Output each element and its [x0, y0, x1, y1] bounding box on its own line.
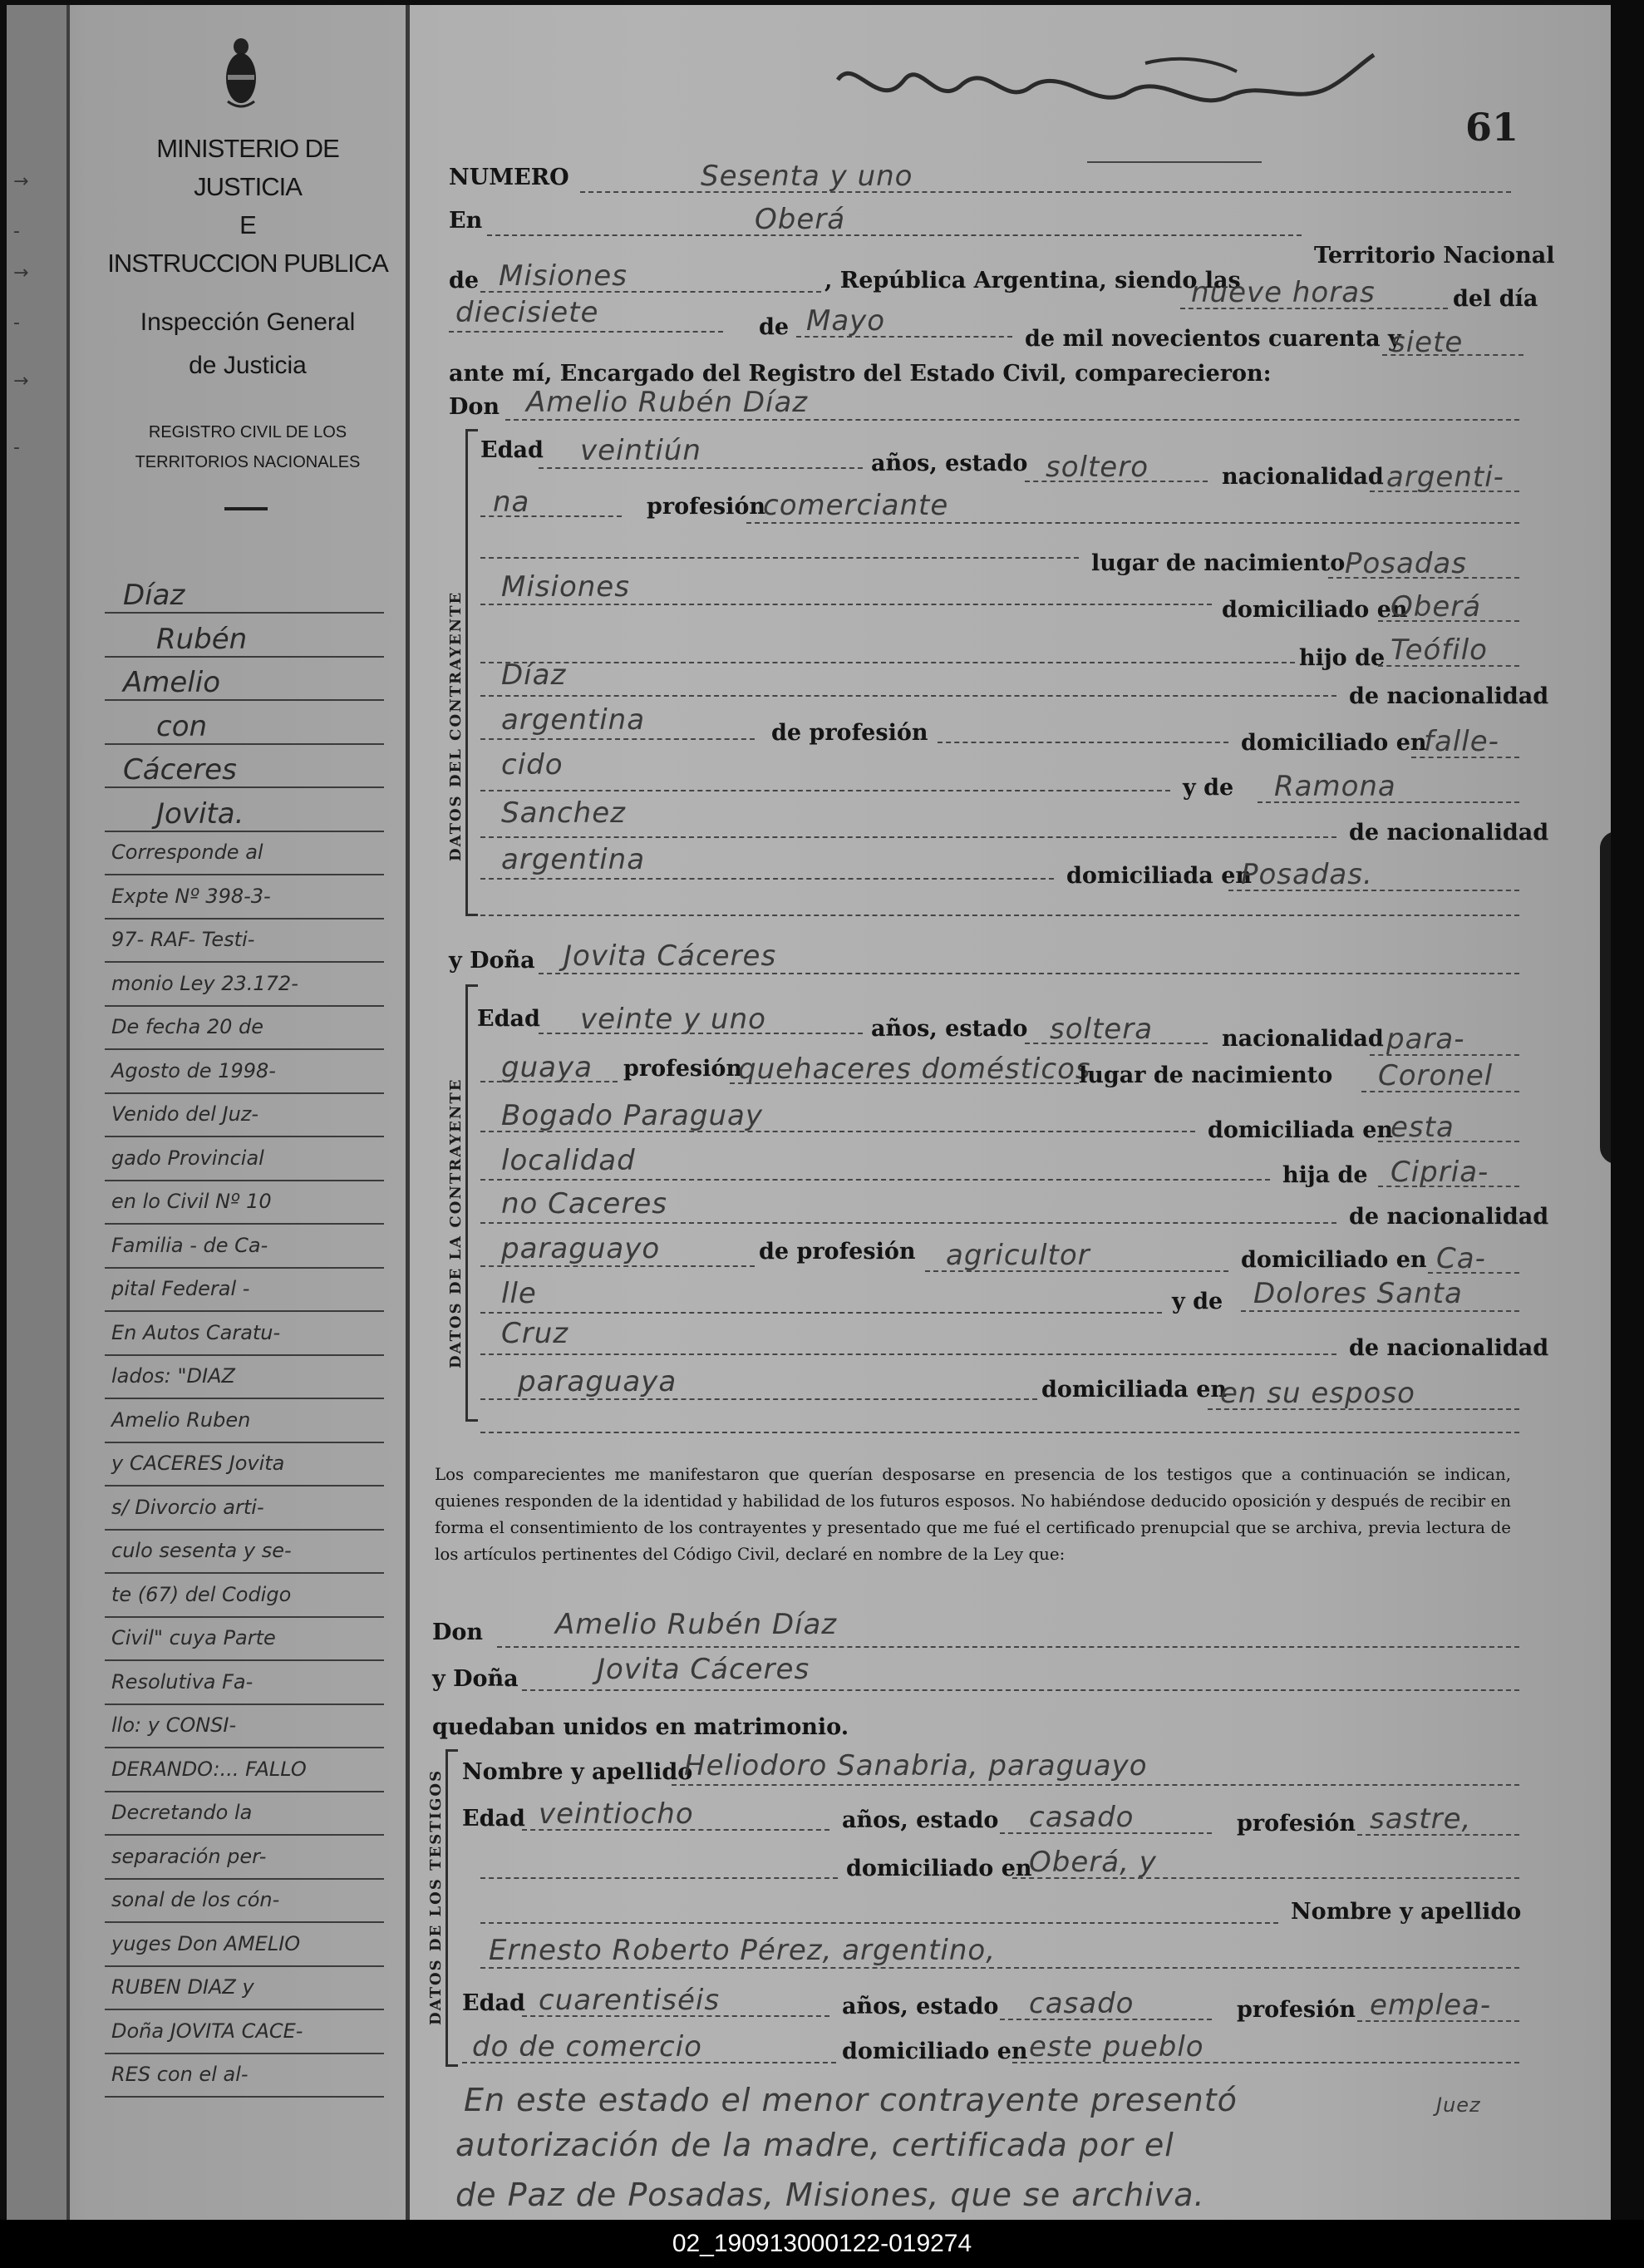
margin-note-line: llo: y CONSI-: [111, 1713, 237, 1737]
ministry-header: MINISTERIO DE JUSTICIA E INSTRUCCION PUBLICA: [107, 134, 388, 278]
previous-page-edge: → - → - → -: [7, 5, 70, 2220]
margin-note-line: te (67) del Codigo: [111, 1582, 292, 1606]
margin-note-line: yuges Don AMELIO: [111, 1931, 301, 1955]
contrayente-madre: Ramona: [1274, 770, 1396, 803]
numero-value: Sesenta y uno: [701, 160, 913, 193]
de2-label: de: [759, 314, 790, 340]
margin-note-line: gado Provincial: [111, 1146, 264, 1170]
margin-note-line: Agosto de 1998-: [111, 1058, 276, 1082]
closing-aside: Juez: [1436, 2093, 1481, 2117]
testigo2-edad: cuarentiséis: [539, 1984, 721, 2017]
margin-note-line: y CACERES Jovita: [111, 1452, 285, 1475]
contrayente-nacionalidad: argenti-: [1386, 461, 1504, 494]
en-value: Oberá: [755, 203, 846, 236]
registry-header: REGISTRO CIVIL DE LOS TERRITORIOS NACIONALES: [135, 423, 361, 471]
testigos-section-label: DATOS DE LOS TESTIGOS: [427, 1768, 445, 2025]
territorio-label: Territorio Nacional: [1314, 243, 1555, 269]
anio-value: siete: [1391, 326, 1464, 359]
mes-value: Mayo: [806, 304, 886, 338]
closing-line-1: En este estado el menor contrayente presentó: [464, 2082, 1238, 2118]
register-page: [7, 5, 1611, 2220]
dona-value: Jovita Cáceres: [564, 939, 777, 973]
de-value: Misiones: [499, 259, 628, 293]
margin-note-line: separación per-: [111, 1844, 267, 1868]
margin-note-line: Resolutiva Fa-: [111, 1669, 253, 1694]
testigo2-nombre: Ernesto Roberto Pérez, argentino,: [489, 1934, 997, 1967]
declaration-paragraph: Los comparecientes me manifestaron que querían desposarse en presencia de los testigos que a continuación se indican, quienes responden de la identidad y habilidad de los futuros esposos. No habiéndose deducido oposición y después de recibir en forma el consentimiento de los contrayentes y presentado que me fué el certificado prenupcial que se archiva, previa lectura de los artículos pertinentes del Código Civil, declaré en nombre de la Ley que:: [435, 1465, 1511, 1564]
page-shadow: [1611, 0, 1644, 2268]
don-label: Don: [449, 394, 500, 420]
margin-note-line: Díaz: [123, 579, 185, 612]
quedaban-text: quedaban unidos en matrimonio.: [432, 1714, 849, 1740]
page-number: 61: [1465, 105, 1519, 150]
margin-note-line: Rubén: [156, 622, 248, 656]
mil-text: de mil novecientos cuarenta y: [1025, 326, 1401, 352]
margin-note-line: En Autos Caratu-: [111, 1320, 281, 1344]
numero-label: NUMERO: [449, 165, 569, 190]
testigo1-domicilio: Oberá, y: [1029, 1846, 1157, 1879]
margin-note-line: monio Ley 23.172-: [111, 971, 298, 995]
dia-value: diecisiete: [455, 296, 599, 329]
margin-note-line: Decretando la: [111, 1801, 253, 1824]
en-label: En: [449, 208, 483, 234]
margin-note-line: Civil" cuya Parte: [111, 1626, 276, 1649]
margin-note-line: De fecha 20 de: [111, 1015, 263, 1038]
contrayente-profesion: comerciante: [763, 489, 949, 522]
margin-note-line: DERANDO:... FALLO: [111, 1757, 307, 1781]
hora-value: nueve horas: [1191, 276, 1376, 309]
contrayente-padre: Teófilo: [1391, 634, 1488, 667]
margin-note-line: culo sesenta y se-: [111, 1539, 292, 1562]
contrayente-f-section-label: DATOS DE LA CONTRAYENTE: [447, 1077, 465, 1368]
testigo1-profesion: sastre,: [1370, 1802, 1472, 1836]
contrayente-lugar: Posadas: [1345, 547, 1467, 580]
margin-note-line: Doña JOVITA CACE-: [111, 2019, 303, 2043]
margin-note-line: Corresponde al: [111, 841, 263, 864]
margin-note-line: Venido del Juz-: [111, 1102, 259, 1126]
contrayente-f-domicilio: esta: [1391, 1111, 1454, 1144]
margin-note-line: Jovita.: [156, 796, 244, 831]
del-dia-label: del día: [1453, 286, 1538, 312]
margin-note-line: Amelio: [123, 666, 220, 699]
testigo1-nombre: Heliodoro Sanabria, paraguayo: [684, 1749, 1148, 1782]
marriage-record-form: NUMERO Sesenta y uno En Oberá Territorio Nacional de Misiones , República Argentina, siendo las nueve horas del día diecisiete de Mayo de mil novecientos cuarenta y siete ante mí, Encargado del Registro del Estado Civil, comparecieron: Don Amelio Rubén Díaz DATOS DEL CONTRAYENTE Edad veintiún años, estado soltero nacionalidad argenti- na profesión comerciante lugar de nacimiento Posadas Misiones domiciliado en Oberá hijo de Teófilo Díaz de nacionalidad argentina de profesión domiciliado en falle- cido y de Ramona Sanchez de nacionalidad argentina domiciliada en Posadas. y Doña Jovita Cáceres DATOS DE LA CONTRAYENTE Edad veinte y uno años, estado soltera nacionalidad para- guaya profesión quehaceres domésticos lugar de nacimiento Coronel Bogado Paraguay domiciliada en esta localidad hija de Cipria- no Caceres de nacionalidad paraguayo de profesión agricultor domiciliado en Ca- lle y de Dolores Santa Cruz de nacionalidad paraguaya domiciliada en en su esposo Los comparecientes me manifestaron que querían desposarse en presencia de los testigos que a continuación se indican, quienes responden de la identidad y habilidad de los futuros esposos. No habiéndose deducido oposición y después de recibir en forma el consentimiento de los contrayentes y presentado que me fué el certificado prenupcial que se archiva, previa lectura de los artículos pertinentes del Código Civil, declaré en nombre de la Ley que: Don Amelio Rubén Díaz y Doña Jovita Cáceres quedaban unidos en matrimonio. DATOS DE LOS TESTIGOS Nombre y apellido Heliodoro Sanabria, paraguayo Edad veintiocho años, estado casado profesión sastre, domiciliado en Oberá, y Nombre y apellido Ernesto Roberto Pérez, argentino, Edad cuarentiséis años, estado casado profesión emplea- do de comercio domiciliado en este pueblo En este estado el menor contrayente presentó Juez autorización de la madre, certificada por el de Paz de Posadas, Misiones, que se archiva.: [427, 160, 1555, 2213]
contrayente-f-madre: Dolores Santa: [1253, 1277, 1463, 1310]
contrayente-edad: veintiún: [580, 434, 701, 467]
margin-note-line: RES con el al-: [111, 2063, 249, 2086]
closing-line-2: autorización de la madre, certificada por el: [455, 2127, 1174, 2163]
spouse-name: Amelio Rubén Díaz: [555, 1608, 838, 1641]
contrayente-section-label: DATOS DEL CONTRAYENTE: [447, 590, 465, 861]
contrayente-estado: soltero: [1046, 451, 1149, 484]
margin-note-line: Expte Nº 398-3-: [111, 884, 271, 908]
testigo2-domicilio: este pueblo: [1029, 2030, 1204, 2063]
closing-line-3: de Paz de Posadas, Misiones, que se archiva.: [455, 2177, 1205, 2213]
contrayente-f-padre-profesion: agricultor: [946, 1239, 1090, 1272]
image-id-footer: 02_190913000122-019274: [0, 2220, 1644, 2268]
testigo2-profesion: emplea-: [1370, 1989, 1492, 2022]
margin-note-line: con: [156, 709, 208, 743]
testigo1-estado: casado: [1029, 1801, 1135, 1834]
ante-text: ante mí, Encargado del Registro del Estado Civil, comparecieron:: [449, 361, 1272, 387]
margin-note-line: sonal de los cón-: [111, 1888, 280, 1911]
margin-note-line: s/ Divorcio arti-: [111, 1495, 264, 1519]
don-value: Amelio Rubén Díaz: [526, 386, 809, 419]
contrayente-f-profesion: quehaceres domésticos: [738, 1053, 1091, 1086]
spouse2-name: Jovita Cáceres: [597, 1653, 810, 1686]
contrayente-domicilio: Oberá: [1391, 590, 1482, 624]
contrayente-f-padre: Cipria-: [1391, 1156, 1489, 1189]
contrayente-f-estado: soltera: [1050, 1013, 1154, 1046]
contrayente-f-edad: veinte y uno: [580, 1003, 766, 1036]
republica-text: , República Argentina, siendo las: [824, 268, 1241, 293]
margin-note-line: en lo Civil Nº 10: [111, 1190, 272, 1213]
de-label: de: [449, 268, 480, 293]
contrayente-f-nacionalidad: para-: [1386, 1023, 1465, 1056]
inspection-header: Inspección General de Justicia: [140, 308, 356, 379]
margin-note-line: 97- RAF- Testi-: [111, 928, 255, 951]
margin-note-line: pital Federal -: [111, 1277, 250, 1300]
margin-note-line: Amelio Ruben: [111, 1408, 251, 1432]
testigo1-edad: veintiocho: [539, 1797, 694, 1831]
testigo2-estado: casado: [1029, 1987, 1135, 2020]
margin-note-line: Familia - de Ca-: [111, 1233, 268, 1257]
margin-note-line: lados: "DIAZ: [111, 1364, 235, 1388]
margin-note-line: RUBEN DIAZ y: [111, 1975, 254, 1999]
margin-note-line: Cáceres: [123, 753, 237, 786]
